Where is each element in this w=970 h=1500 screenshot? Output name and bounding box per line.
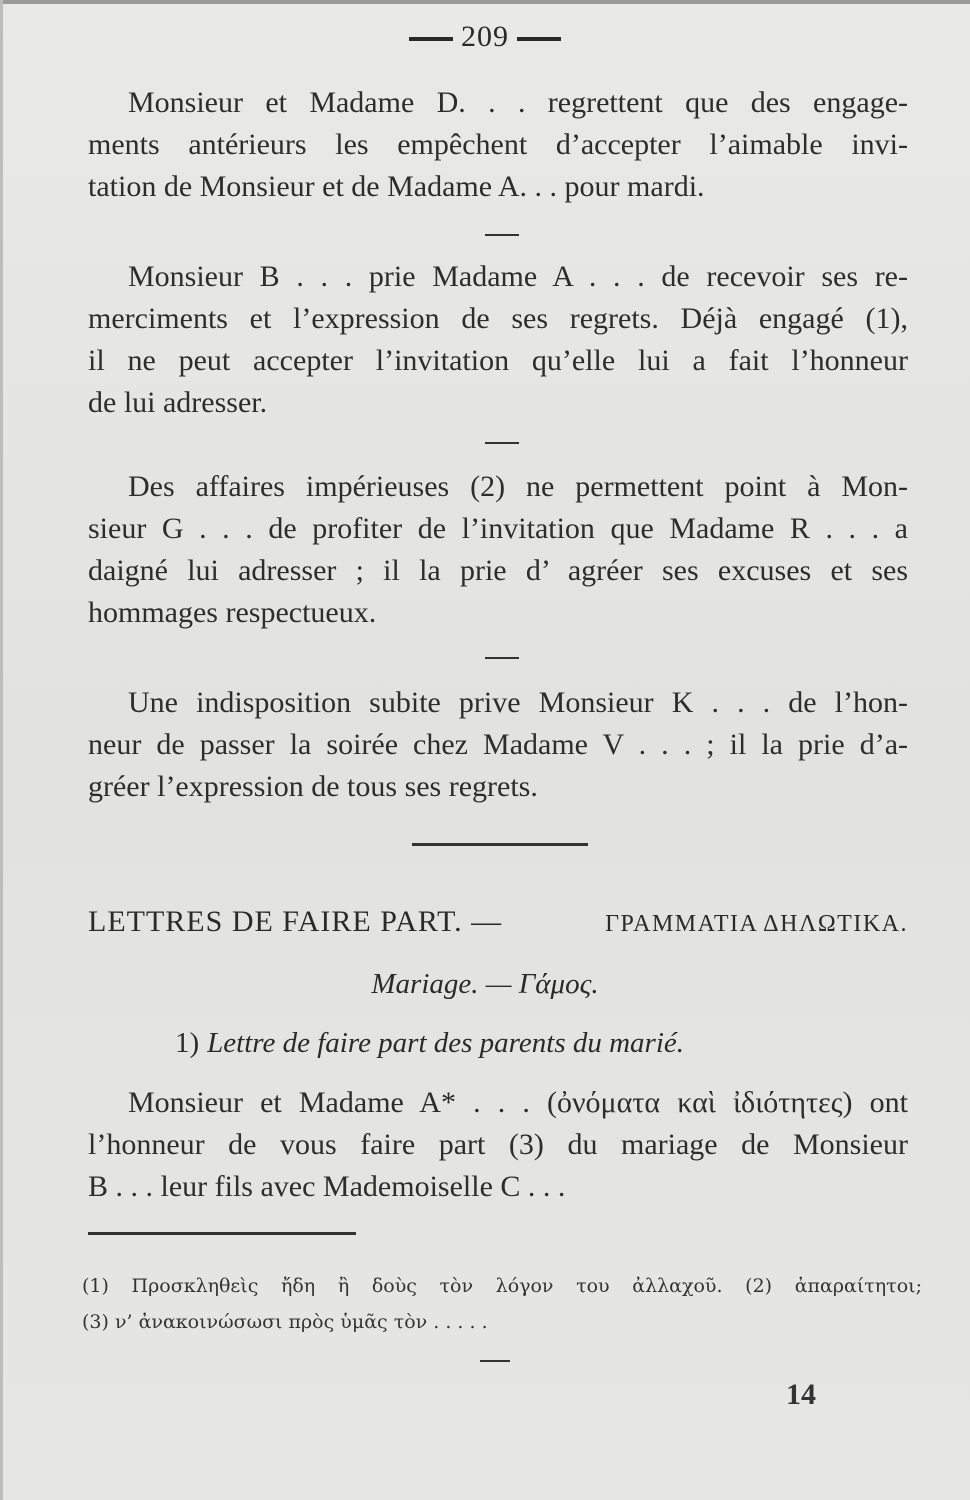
section-title-french: LETTRES DE FAIRE PART. —	[88, 905, 503, 938]
paragraph-line: sieur G . . . de profiter de l’invitation que Madame R . . . a	[88, 512, 908, 545]
paragraph-line: Des affaires impérieuses (2) ne permettent point à Mon-	[128, 470, 908, 503]
section-rule	[412, 843, 588, 846]
paragraph-line: neur de passer la soirée chez Madame V . . . ; il la prie d’a-	[88, 728, 908, 761]
paragraph-line: l’honneur de vous faire part (3) du mariage de Monsieur	[88, 1128, 908, 1161]
paragraph-2	[88, 256, 908, 424]
item-title: Lettre de faire part des parents du marié.	[207, 1027, 685, 1059]
section-body	[88, 1082, 908, 1208]
paragraph-line: merciments et l’expression de ses regrets. Déjà engagé (1),	[88, 302, 908, 335]
footnote-rule	[88, 1232, 356, 1235]
header-dash-left	[409, 37, 453, 41]
item-number: 1)	[175, 1027, 200, 1059]
page-left-edge	[0, 0, 3, 1500]
paragraph-line: ments antérieurs les empêchent d’accepter l’aimable invi-	[88, 128, 908, 161]
paragraph-line: daigné lui adresser ; il la prie d’ agréer ses excuses et ses	[88, 554, 908, 587]
page-header	[0, 20, 970, 54]
paragraph-line: Une indisposition subite prive Monsieur K . . . de l’hon-	[128, 686, 908, 719]
paragraph-line: gréer l’expression de tous ses regrets.	[88, 770, 538, 803]
bottom-dash	[480, 1360, 510, 1362]
signature-mark: 14	[786, 1378, 816, 1411]
paragraph-3	[88, 466, 908, 634]
item-heading	[175, 1027, 684, 1060]
footnote-line: (3) ν’ ἀνακοινώσωσι πρὸς ὑμᾶς τὸν . . . . .	[82, 1311, 488, 1333]
header-dash-right	[517, 37, 561, 41]
section-title-greek: ΓΡΑΜΜΑΤΙΑ ΔΗΛΩΤΙΚΑ.	[605, 911, 908, 937]
paragraph-line: Monsieur B . . . prie Madame A . . . de recevoir ses re-	[128, 260, 908, 293]
paragraph-line: Monsieur et Madame D. . . regrettent que des engage-	[128, 86, 908, 119]
separator-dash	[485, 657, 519, 659]
paragraph-line: tation de Monsieur et de Madame A. . . pour mardi.	[88, 170, 705, 203]
page-top-edge	[0, 0, 970, 4]
paragraph-line: B . . . leur fils avec Mademoiselle C . . .	[88, 1170, 566, 1203]
paragraph-line: Monsieur et Madame A* . . . (ὀνόματα καὶ ἰδιότητες) ont	[128, 1086, 908, 1119]
separator-dash	[485, 234, 519, 236]
paragraph-line: hommages respectueux.	[88, 596, 377, 629]
footnotes	[82, 1268, 922, 1340]
footnote-line: (1) Προσκληθεὶς ἤδη ἢ δοὺς τὸν λόγον του ἀλλαχοῦ. (2) ἀπαραίτητοι;	[82, 1275, 922, 1297]
section-subtitle: Mariage. — Γάμος.	[371, 968, 599, 1000]
section-title	[88, 905, 908, 939]
page-number: 209	[461, 20, 509, 53]
paragraph-line: de lui adresser.	[88, 386, 268, 419]
paragraph-1	[88, 82, 908, 208]
paragraph-4	[88, 682, 908, 808]
paragraph-line: il ne peut accepter l’invitation qu’elle lui a fait l’honneur	[88, 344, 908, 377]
separator-dash	[485, 442, 519, 444]
